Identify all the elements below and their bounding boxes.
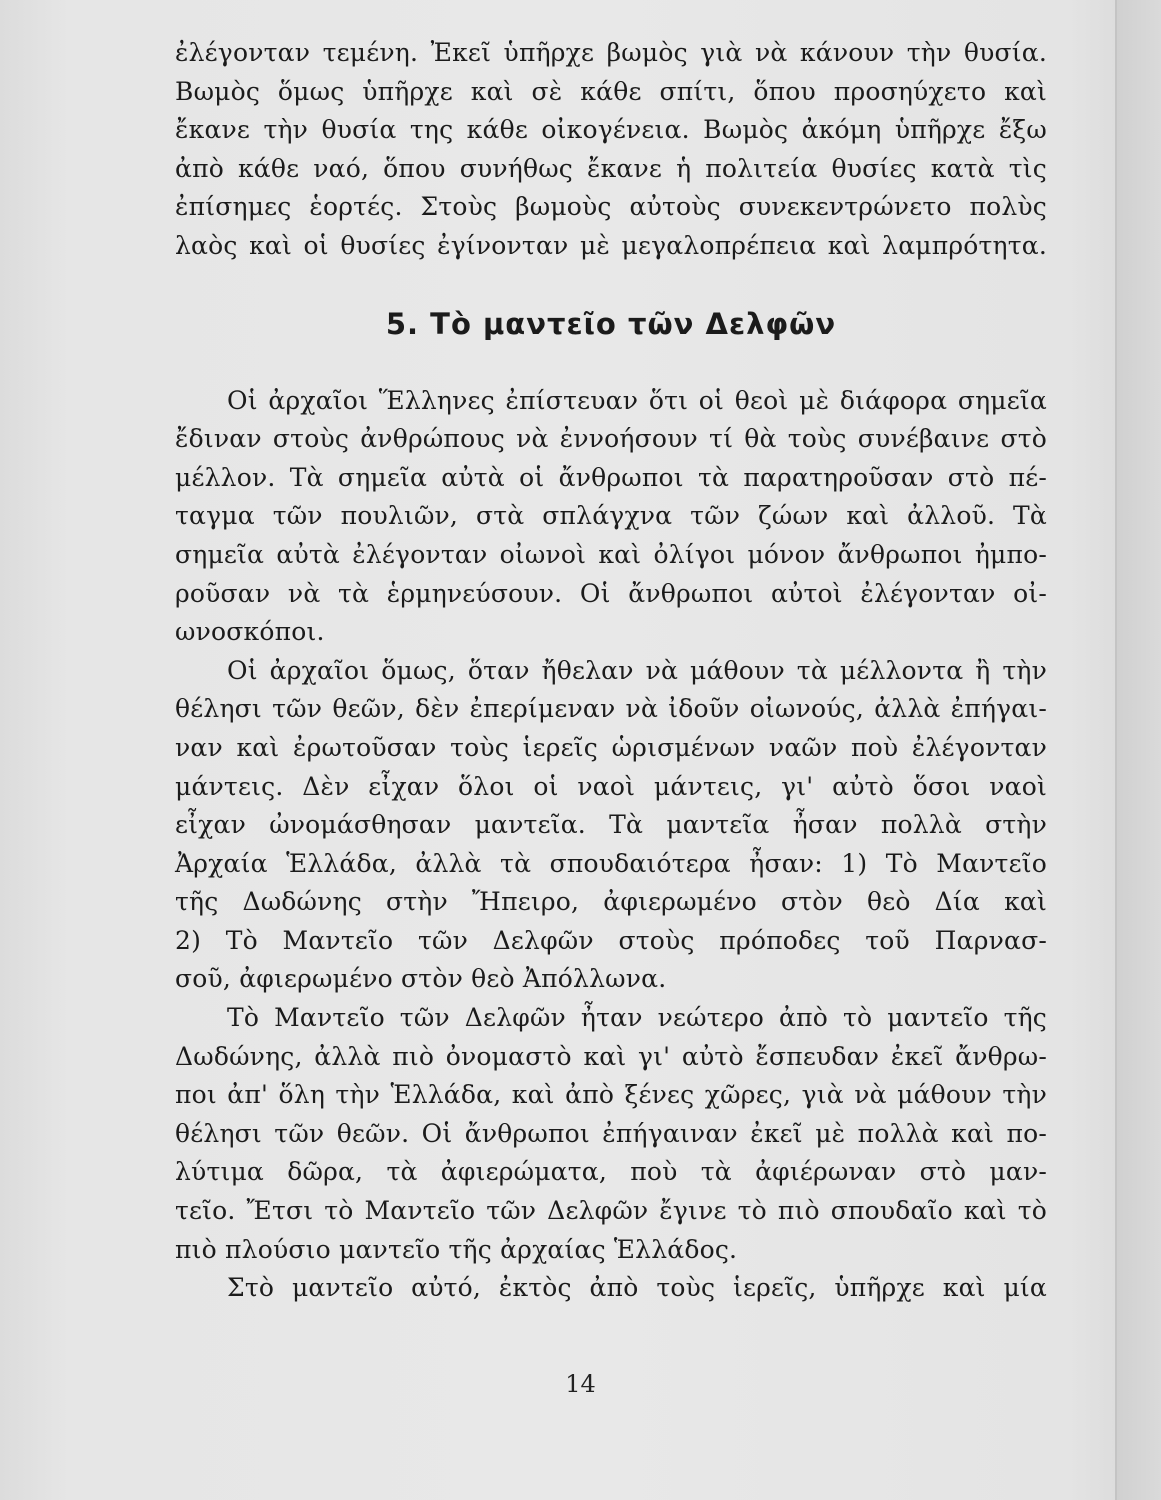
- text-line: Βωμὸς ὅμως ὑπῆρχε καὶ σὲ κάθε σπίτι, ὅπου προσηύχετο καὶ: [175, 76, 1047, 106]
- page-edge-shadow: [1117, 0, 1161, 1500]
- paragraph-delphi: [175, 999, 1047, 1269]
- page-fold-line: [1115, 0, 1117, 1500]
- text-line: λύτιμα δῶρα, τὰ ἀφιερώματα, ποὺ τὰ ἀφιέρωναν στὸ μαν-: [175, 1157, 1047, 1187]
- text-line: εἶχαν ὠνομάσθησαν μαντεῖα. Τὰ μαντεῖα ἦσαν πολλὰ στὴν: [175, 810, 1047, 840]
- text-line: λαὸς καὶ οἱ θυσίες ἐγίνονταν μὲ μεγαλοπρέπεια καὶ λαμπρότητα.: [175, 230, 1047, 260]
- text-line: 2) Τὸ Μαντεῖο τῶν Δελφῶν στοὺς πρόποδες τοῦ Παρνασ-: [175, 925, 1047, 955]
- top-paragraph: [175, 34, 1047, 266]
- text-line: ἐπίσημες ἑορτές. Στοὺς βωμοὺς αὐτοὺς συνεκεντρώνετο πολὺς: [175, 192, 1047, 222]
- text-line: ποι ἀπ' ὅλη τὴν Ἑλλάδα, καὶ ἀπὸ ξένες χῶρες, γιὰ νὰ μάθουν τὴν: [175, 1080, 1047, 1110]
- text-line: ωνοσκόποι.: [175, 617, 325, 647]
- text-line: ἀπὸ κάθε ναό, ὅπου συνήθως ἔκανε ἡ πολιτεία θυσίες κατὰ τὶς: [175, 153, 1047, 183]
- paragraph-priests: [175, 1269, 1047, 1308]
- text-line: Τὸ Μαντεῖο τῶν Δελφῶν ἦταν νεώτερο ἀπὸ τὸ μαντεῖο τῆς: [227, 1003, 1047, 1033]
- text-line: ναν καὶ ἐρωτοῦσαν τοὺς ἱερεῖς ὡρισμένων ναῶν ποὺ ἐλέγονταν: [175, 732, 1047, 762]
- text-line: θέλησι τῶν θεῶν. Οἱ ἄνθρωποι ἐπήγαιναν ἐκεῖ μὲ πολλὰ καὶ πο-: [175, 1118, 1047, 1148]
- text-line: ἔκανε τὴν θυσία της κάθε οἰκογένεια. Βωμὸς ἀκόμη ὑπῆρχε ἔξω: [175, 115, 1047, 145]
- text-line: Δωδώνης, ἀλλὰ πιὸ ὀνομαστὸ καὶ γι' αὐτὸ ἔσπευδαν ἐκεῖ ἄνθρω-: [175, 1041, 1047, 1071]
- text-line: σημεῖα αὐτὰ ἐλέγονταν οἰωνοὶ καὶ ὀλίγοι μόνον ἄνθρωποι ἠμπο-: [175, 539, 1047, 569]
- text-line: Στὸ μαντεῖο αὐτό, ἐκτὸς ἀπὸ τοὺς ἱερεῖς, ὑπῆρχε καὶ μία: [227, 1273, 1047, 1303]
- text-line: ταγμα τῶν πουλιῶν, στὰ σπλάγχνα τῶν ζώων καὶ ἀλλοῦ. Τὰ: [175, 501, 1047, 531]
- text-line: ἐλέγονταν τεμένη. Ἐκεῖ ὑπῆρχε βωμὸς γιὰ νὰ κάνουν τὴν θυσία.: [175, 38, 1047, 67]
- text-line: Ἀρχαία Ἑλλάδα, ἀλλὰ τὰ σπουδαιότερα ἦσαν: 1) Τὸ Μαντεῖο: [175, 848, 1047, 878]
- text-line: ροῦσαν νὰ τὰ ἑρμηνεύσουν. Οἱ ἄνθρωποι αὐτοὶ ἐλέγονταν οἰ-: [175, 578, 1047, 608]
- text-line: σοῦ, ἀφιερωμένο στὸν θεὸ Ἀπόλλωνα.: [175, 964, 667, 994]
- section-heading: 5. Τὸ μαντεῖο τῶν Δελφῶν: [385, 306, 837, 341]
- page-number: 14: [565, 1370, 596, 1398]
- text-line: Οἱ ἀρχαῖοι ὅμως, ὅταν ἤθελαν νὰ μάθουν τὰ μέλλοντα ἢ τὴν: [227, 655, 1047, 685]
- text-line: τῆς Δωδώνης στὴν Ἤπειρο, ἀφιερωμένο στὸν θεὸ Δία καὶ: [175, 887, 1047, 917]
- text-line: ἔδιναν στοὺς ἀνθρώπους νὰ ἐννοήσουν τί θὰ τοὺς συνέβαινε στὸ: [175, 424, 1047, 454]
- paragraph-omens: [175, 382, 1047, 652]
- body-text: [175, 34, 1047, 1308]
- text-line: Οἱ ἀρχαῖοι Ἕλληνες ἐπίστευαν ὅτι οἱ θεοὶ μὲ διάφορα σημεῖα: [227, 385, 1047, 415]
- text-line: μέλλον. Τὰ σημεῖα αὐτὰ οἱ ἄνθρωποι τὰ παρατηροῦσαν στὸ πέ-: [175, 462, 1047, 492]
- text-line: μάντεις. Δὲν εἶχαν ὅλοι οἱ ναοὶ μάντεις, γι' αὐτὸ ὅσοι ναοὶ: [175, 771, 1047, 801]
- text-line: πιὸ πλούσιο μαντεῖο τῆς ἀρχαίας Ἑλλάδος.: [175, 1234, 738, 1264]
- paragraph-oracles: [175, 652, 1047, 999]
- text-line: τεῖο. Ἔτσι τὸ Μαντεῖο τῶν Δελφῶν ἔγινε τὸ πιὸ σπουδαῖο καὶ τὸ: [175, 1196, 1047, 1226]
- text-line: θέλησι τῶν θεῶν, δὲν ἐπερίμεναν νὰ ἰδοῦν οἰωνούς, ἀλλὰ ἐπήγαι-: [175, 694, 1047, 724]
